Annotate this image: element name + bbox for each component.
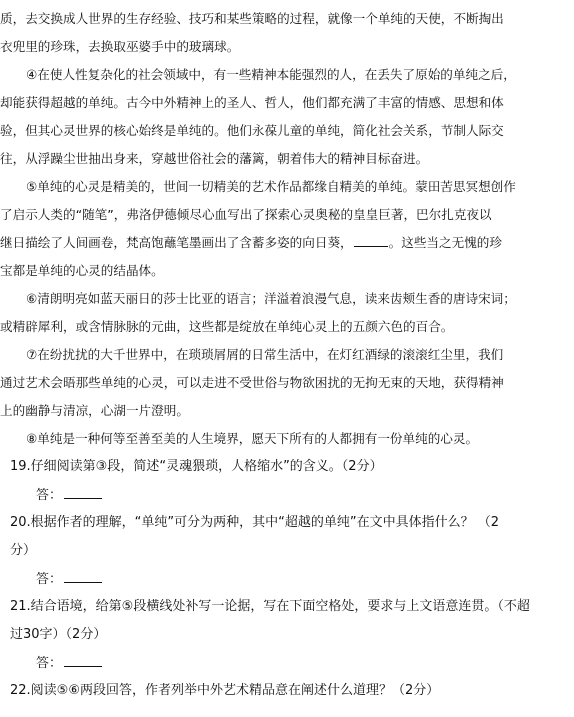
fill-in-blank[interactable]	[354, 234, 388, 247]
paragraph-5-line-2: 了启示人类的“随笔”，弗洛伊德倾尽心血写出了探索心灵奥秘的皇皇巨著，巴尔扎克夜以	[0, 207, 492, 222]
paragraph-7-line-1: ⑦在纷扰扰的大千世界中，在琐琐屑屑的日常生活中，在灯红酒绿的滚滚红尘里，我们	[26, 347, 504, 362]
paragraph-5-line-4: 宝都是单纯的心灵的结晶体。	[0, 263, 164, 278]
answer-19-blank[interactable]	[64, 486, 102, 499]
paragraph-4-line-1: ④在使人性复杂化的社会领域中，有一些精神本能强烈的人，在丢失了原始的单纯之后，	[26, 67, 516, 82]
answer-label: 答：	[36, 488, 63, 503]
answer-20	[36, 570, 236, 589]
paragraph-3-line-1: 质，去交换成人世界的生存经验、技巧和某些策略的过程，就像一个单纯的天使，不断掏出	[0, 11, 504, 26]
answer-21-blank[interactable]	[64, 654, 102, 667]
paragraph-5-line-3-tail: 。这些当之无愧的珍	[388, 235, 502, 250]
question-21-line-1: 21.结合语境，给第⑤段横线处补写一论据，写在下面空格处，要求与上文语意连贯。（不超	[10, 599, 530, 614]
question-20-line-1: 20.根据作者的理解，“单纯”可分为两种，其中“超越的单纯”在文中具体指什么？ （2	[10, 515, 500, 530]
question-19: 19.仔细阅读第③段，简述“灵魂猥琐，人格缩水”的含义。（2分）	[10, 459, 383, 474]
paragraph-5-line-3-text: 继日描绘了人间画卷，梵高饱蘸笔墨画出了含蓄多姿的向日葵，	[0, 235, 353, 250]
paragraph-5-line-1: ⑤单纯的心灵是精美的，世间一切精美的艺术作品都缘自精美的单纯。蒙田苦思冥想创作	[26, 179, 516, 194]
paragraph-6-line-2: 或精辟犀利，或含情脉脉的元曲，这些都是绽放在单纯心灵上的五颜六色的百合。	[0, 319, 454, 334]
answer-19	[36, 486, 236, 505]
paragraph-7-line-3: 上的幽静与清凉，心湖一片澄明。	[0, 403, 189, 418]
answer-21	[36, 654, 236, 673]
paragraph-4-line-2: 却能获得超越的单纯。古今中外精神上的圣人、哲人，他们都充满了丰富的情感、思想和体	[0, 95, 504, 110]
paragraph-4-line-3: 验，但其心灵世界的核心始终是单纯的。他们永葆儿童的单纯，简化社会关系，节制人际交	[0, 123, 504, 138]
paragraph-4-line-4: 往，从浮躁尘世抽出身来，穿越世俗社会的藩篱，朝着伟大的精神目标奋进。	[0, 151, 429, 166]
paragraph-6-line-1: ⑥清朗明亮如蓝天丽日的莎士比亚的语言；洋溢着浪漫气息，读来齿颊生香的唐诗宋词；	[26, 291, 516, 306]
paragraph-3-line-2: 衣兜里的珍珠，去换取巫婆手中的玻璃球。	[0, 39, 240, 54]
question-22: 22.阅读⑤⑥两段回答，作者列举中外艺术精品意在阐述什么道理？（2分）	[10, 683, 440, 698]
answer-label: 答：	[36, 572, 63, 587]
paragraph-5-line-3	[0, 234, 574, 252]
paragraph-7-line-2: 通过艺术会晤那些单纯的心灵，可以走进不受世俗与物欲困扰的无拘无束的天地，获得精神	[0, 375, 504, 390]
answer-label: 答：	[36, 656, 63, 671]
answer-20-blank[interactable]	[64, 570, 102, 583]
question-21-line-2: 过30字）（2分）	[10, 627, 107, 642]
question-20-line-2: 分）	[10, 543, 37, 558]
paragraph-8: ⑧单纯是一种何等至善至美的人生境界，愿天下所有的人都拥有一份单纯的心灵。	[26, 431, 479, 446]
